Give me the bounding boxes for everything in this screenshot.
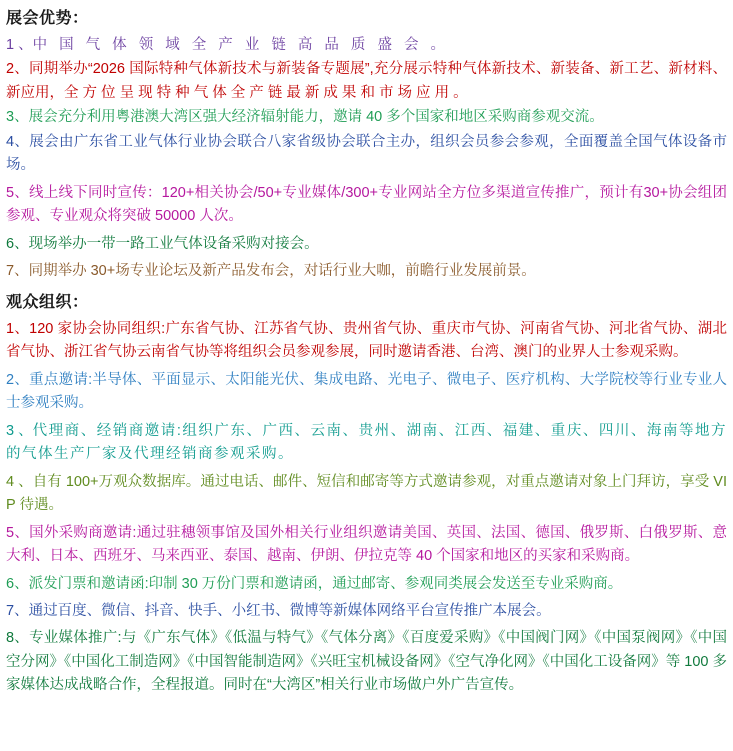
- item-number: 8、: [6, 630, 30, 647]
- item-text: 重点邀请:半导体、平面显示、太阳能光伏、集成电路、光电子、微电子、医疗机构、大学院校等行业专业人士参观采购。: [6, 371, 727, 412]
- item-text: 120 家协会协同组织:广东省气协、江苏省气协、贵州省气协、重庆市气协、河南省气协、河北省气协、湖北省气协、浙江省气协云南省气协等将组织会员参观参展，同时邀请香港、台湾、澳门的业界人士参观采购。: [6, 320, 727, 361]
- item-number: 4 、: [6, 473, 33, 490]
- list-item: [6, 600, 727, 623]
- item-text: 同期举办“2026 国际特种气体新技术与新装备专题展”,充分展示特种气体新技术、新装备、新工艺、新材料、新应用，全 方 位 呈 现 特 种 气 体 全 产 链 最 新 成 果 和 市 场 应 用 。: [6, 61, 727, 101]
- item-number: 6、: [6, 575, 29, 592]
- item-number: 3、: [6, 109, 29, 126]
- item-number: 2、: [6, 61, 30, 78]
- item-number: 5、: [6, 524, 30, 541]
- item-text: 中 国 气 体 领 域 全 产 业 链 高 品 质 盛 会 。: [32, 36, 450, 53]
- list-item: [6, 318, 727, 365]
- item-text: 展会充分利用粤港澳大湾区强大经济辐射能力，邀请 40 多个国家和地区采购商参观交流。: [28, 109, 604, 126]
- item-text: 专业媒体推广:与《广东气体》《低温与特气》《气体分离》《百度爱采购》《中国阀门网》《中国泵阀网》《中国空分网》《中国化工制造网》《中国智能制造网》《兴旺宝机械设备网》《空气净化网》《中国化工设备网》等 100 多家媒体达成战略合作，全程报道。同时在“大湾区”相关行业市场做户外广告宣传。: [6, 630, 727, 694]
- list-item: [6, 58, 727, 105]
- list-item: [6, 369, 727, 416]
- item-number: 6、: [6, 235, 29, 252]
- list-item: [6, 260, 727, 283]
- item-number: 5、: [6, 184, 30, 201]
- item-number: 7、: [6, 263, 29, 280]
- item-text: 现场举办一带一路工业气体设备采购对接会。: [28, 235, 319, 252]
- item-number: 1、: [6, 320, 30, 337]
- item-number: 1 、: [6, 36, 33, 53]
- list-item: [6, 182, 727, 229]
- section-title-advantages: 展会优势：: [6, 10, 89, 27]
- item-text: 代理商、经销商邀请:组织广东、广西、云南、贵州、湖南、江西、福建、重庆、四川、海南等地方的气体生产厂家及代理经销商参观采购。: [6, 422, 728, 463]
- item-text: 自有 100+万观众数据库。通过电话、邮件、短信和邮寄等方式邀请参观，对重点邀请对象上门拜访，享受 VIP 待遇。: [6, 473, 728, 514]
- list-item: [6, 627, 727, 697]
- item-text: 通过百度、微信、抖音、快手、小红书、微博等新媒体网络平台宣传推广本展会。: [28, 602, 551, 619]
- item-text: 同期举办 30+场专业论坛及新产品发布会，对话行业大咖，前瞻行业发展前景。: [28, 263, 536, 280]
- item-number: 4、: [6, 133, 30, 150]
- item-number: 2、: [6, 371, 30, 388]
- list-item: [6, 233, 727, 256]
- item-text: 国外采购商邀请:通过驻穗领事馆及国外相关行业组织邀请美国、英国、法国、德国、俄罗斯、白俄罗斯、意大利、日本、西班牙、马来西亚、泰国、越南、伊朗、伊拉克等 40 个国家和地区的买家和采购商。: [6, 524, 727, 565]
- section-title-audience: 观众组织：: [6, 293, 89, 311]
- list-item: [6, 420, 727, 467]
- item-text: 派发门票和邀请函:印制 30 万份门票和邀请函，通过邮寄、参观同类展会发送至专业采购商。: [28, 575, 623, 592]
- list-item: [6, 34, 727, 57]
- item-text: 展会由广东省工业气体行业协会联合八家省级协会联合主办，组织会员参会参观，全面覆盖全国气体设备市场。: [6, 133, 727, 174]
- item-number: 7、: [6, 602, 29, 619]
- list-item: [6, 522, 727, 569]
- list-item: [6, 106, 727, 129]
- list-item: [6, 573, 727, 596]
- list-item: [6, 471, 727, 518]
- item-number: 3 、: [6, 422, 33, 439]
- list-item: [6, 131, 727, 178]
- item-text: 线上线下同时宣传：120+相关协会/50+专业媒体/300+专业网站全方位多渠道宣传推广，预计有30+协会组团参观、专业观众将突破 50000 人次。: [6, 184, 727, 225]
